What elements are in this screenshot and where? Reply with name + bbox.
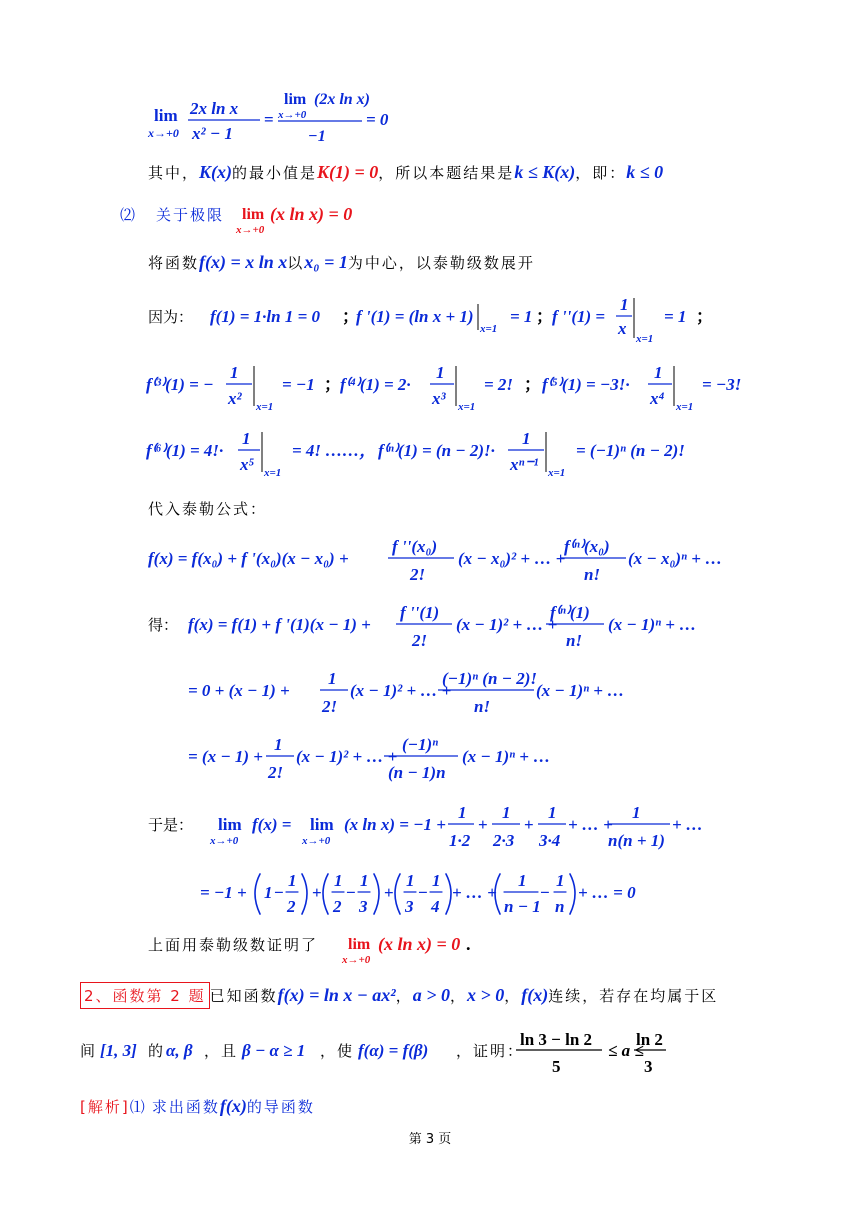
then-end: + … xyxy=(672,815,703,834)
taylor-lhs: f(x) = f(x₀) + f '(x₀)(x − x₀) + xyxy=(148,549,349,568)
text: 间 xyxy=(80,1042,96,1060)
dots: + … + xyxy=(568,815,613,834)
f-prime-result: = 1 xyxy=(510,307,533,326)
svg-text:+: + xyxy=(384,883,394,902)
frac-num: 1 xyxy=(360,871,369,890)
svg-text:−: − xyxy=(346,883,356,902)
lim-subscript: x→+0 xyxy=(210,835,239,847)
frac-den: 3 xyxy=(644,1057,653,1076)
got-lhs: f(x) = f(1) + f '(1)(x − 1) + xyxy=(188,615,371,634)
f-at-1: f(1) = 1·ln 1 = 0 xyxy=(210,307,321,326)
min-value-line xyxy=(148,162,663,183)
lim-subscript: x→+0 xyxy=(342,954,371,966)
taylor-formula xyxy=(148,534,748,590)
step3-mid: (x − 1)² + … + xyxy=(296,747,398,766)
then-e2: (x ln x) = −1 + xyxy=(344,815,446,834)
f4-result: = 2! xyxy=(484,375,514,394)
f3-lhs: f⁽³⁾(1) = − xyxy=(146,375,214,394)
text: 的 xyxy=(148,1042,164,1060)
because-label: 因为： xyxy=(148,308,194,326)
math-a-pos: a > 0 xyxy=(412,985,450,1005)
frac-num: 1 xyxy=(432,871,441,890)
section-label: 关于极限 xyxy=(156,206,225,224)
frac-den: 3 xyxy=(405,897,414,916)
frac-den: 3·4 xyxy=(539,831,561,850)
limit-expr: (x ln x) = 0 xyxy=(270,204,353,224)
f5-result: = −3! xyxy=(702,375,742,394)
step2-lhs: = 0 + (x − 1) + xyxy=(188,681,290,700)
got-tail: (x − 1)ⁿ + … xyxy=(608,615,697,634)
text: 其中， xyxy=(148,164,200,182)
frac-num: ln 2 xyxy=(636,1030,663,1049)
math-alpha-beta: α, β xyxy=(166,1041,193,1060)
inner-numerator-expr: (2x ln x) xyxy=(314,91,370,108)
frac-num: 1 xyxy=(288,871,297,890)
frac-num: 1 xyxy=(230,363,239,382)
text: 已知函数 xyxy=(209,987,278,1005)
fn-result: = (−1)ⁿ (n − 2)! xyxy=(576,441,685,460)
text: 连续，若存在均属于区 xyxy=(548,987,719,1005)
derivatives-line-1 xyxy=(148,292,713,348)
math-x-pos: x > 0 xyxy=(467,985,505,1005)
frac-den: x³ xyxy=(432,389,446,408)
frac-num: 1 xyxy=(654,363,663,382)
math-x0: x₀ = 1 xyxy=(304,252,348,272)
svg-text:−: − xyxy=(540,883,550,902)
frac-num: f⁽ⁿ⁾(x₀) xyxy=(564,537,610,556)
frac-num: 1 xyxy=(436,363,445,382)
svg-text:−: − xyxy=(274,883,284,902)
proved-line xyxy=(148,930,488,970)
math-fx: f(x) xyxy=(219,1096,247,1116)
taylor-tail: (x − x₀)ⁿ + … xyxy=(628,549,723,568)
math-fx: f(x) xyxy=(521,985,549,1005)
frac-den: n! xyxy=(584,565,601,584)
math-beta-minus-alpha: β − α ≥ 1 xyxy=(242,1041,306,1060)
separator: ； xyxy=(696,307,713,326)
then-label: 于是： xyxy=(148,816,194,834)
taylor-step-2 xyxy=(188,666,648,722)
inner-lim-word: lim xyxy=(284,91,307,108)
math-K-x: K(x) xyxy=(199,162,233,182)
section-2-heading xyxy=(120,200,380,240)
eval-sub: x=1 xyxy=(676,401,694,413)
inner-denominator: −1 xyxy=(308,128,326,145)
eval-sub: x=1 xyxy=(480,323,498,335)
svg-text:+: + xyxy=(312,883,322,902)
got-mid: (x − 1)² + … + xyxy=(456,615,558,634)
frac-num: 1 xyxy=(548,803,557,822)
separator: ； xyxy=(342,307,359,326)
text: 以 xyxy=(287,254,305,272)
frac-den: n − 1 xyxy=(504,897,541,916)
limit-expr: (x ln x) = 0 xyxy=(378,934,461,954)
frac-den: 2 xyxy=(287,897,296,916)
eval-sub: x=1 xyxy=(256,401,274,413)
frac-num: 1 xyxy=(334,871,343,890)
separator: ； xyxy=(536,307,553,326)
text: 为中心，以泰勒级数展开 xyxy=(347,254,535,272)
text: ， xyxy=(504,987,522,1005)
lim-word: lim xyxy=(242,206,265,223)
group-term-a: 1 xyxy=(264,883,273,902)
frac-num: 1 xyxy=(458,803,467,822)
f5-lhs: f⁽⁵⁾(1) = −3!· xyxy=(542,375,630,394)
math-interval: [1, 3] xyxy=(100,1041,137,1060)
frac-num: f⁽ⁿ⁾(1) xyxy=(550,603,590,622)
math-fx: f(x) = x ln x xyxy=(199,252,288,272)
svg-text:−: − xyxy=(418,883,428,902)
text: ，使 xyxy=(320,1042,355,1060)
frac-num: 1 xyxy=(502,803,511,822)
telescoping-line xyxy=(200,868,640,928)
frac-den: x⁵ xyxy=(240,455,255,474)
page-number: 第 3 页 xyxy=(408,1132,452,1147)
frac-den: 4 xyxy=(431,897,440,916)
lim-word: lim xyxy=(348,936,371,953)
frac-num: 1 xyxy=(632,803,641,822)
taylor-mid: (x − x₀)² + … + xyxy=(458,549,566,568)
problem-2-line-2 xyxy=(80,1028,680,1078)
then-e1: f(x) = xyxy=(252,815,292,834)
frac-den: (n − 1)n xyxy=(388,763,446,782)
limit-formula-top xyxy=(148,88,428,148)
frac-num: f ''(1) xyxy=(400,603,440,622)
text: ， xyxy=(449,987,467,1005)
frac-den: n! xyxy=(566,631,583,650)
math-fx-def: f(x) = ln x − ax² xyxy=(277,985,396,1005)
frac-den: 2! xyxy=(322,697,338,716)
frac-den: n xyxy=(555,897,565,916)
frac-num: f ''(x₀) xyxy=(392,537,438,556)
frac-num: ln 3 − ln 2 xyxy=(520,1030,593,1049)
text: ，即： xyxy=(575,164,627,182)
eval-sub: x=1 xyxy=(636,333,654,345)
text: ，证明： xyxy=(456,1042,525,1060)
derivatives-line-2 xyxy=(146,362,746,418)
frac-den: n! xyxy=(474,697,491,716)
lim-subscript: x→+0 xyxy=(148,126,179,140)
f3-result: = −1 xyxy=(282,375,315,394)
frac-num: 1 xyxy=(328,669,337,688)
svg-text:+: + xyxy=(524,815,534,834)
fraction-numerator: 2x ln x xyxy=(190,99,239,118)
frac-den: xⁿ⁻¹ xyxy=(510,455,539,474)
frac-num: 1 xyxy=(522,429,531,448)
step3-tail: (x − 1)ⁿ + … xyxy=(462,747,551,766)
frac-num: 1 xyxy=(274,735,283,754)
frac-den: 2! xyxy=(268,763,284,782)
series-limit-line xyxy=(148,800,708,860)
text: 求出函数 xyxy=(151,1098,220,1116)
tele-start: = −1 + xyxy=(200,883,247,902)
analysis-tag: [解析] xyxy=(80,1098,130,1116)
frac-num: 1 xyxy=(556,871,565,890)
inequality: ≤ a ≤ xyxy=(608,1041,644,1060)
analysis-number: ⑴ xyxy=(129,1098,147,1116)
period: . xyxy=(466,934,471,954)
text: 的导函数 xyxy=(246,1098,315,1116)
problem-2-tag: 2、函数第 2 题 xyxy=(80,982,210,1009)
eval-sub: x=1 xyxy=(548,467,566,479)
f-double-prime: f ''(1) = xyxy=(552,307,606,326)
fraction-denominator: x² − 1 xyxy=(192,124,233,143)
frac-den: n(n + 1) xyxy=(608,831,665,850)
eval-sub: x=1 xyxy=(264,467,282,479)
math-K1: K(1) = 0 xyxy=(317,162,379,182)
f6-result: = 4! ……， xyxy=(292,441,377,460)
f6-lhs: f⁽⁶⁾(1) = 4!· xyxy=(146,441,224,460)
limit-result: = 0 xyxy=(366,110,389,129)
frac-num: 1 xyxy=(518,871,527,890)
analysis-line xyxy=(80,1096,315,1117)
math-f-alpha-beta: f(α) = f(β) xyxy=(358,1041,429,1060)
frac-num: (−1)ⁿ (n − 2)! xyxy=(442,669,537,688)
lim-word: lim xyxy=(218,815,242,834)
step3-lhs: = (x − 1) + xyxy=(188,747,263,766)
lim-word: lim xyxy=(154,106,178,125)
equals-sign: = xyxy=(264,110,274,129)
frac-num: 1 xyxy=(406,871,415,890)
frac-den: 5 xyxy=(552,1057,561,1076)
lim-subscript: x→+0 xyxy=(236,224,265,236)
frac-num: 1 xyxy=(620,295,629,314)
math-k-le-K: k ≤ K(x) xyxy=(514,162,576,182)
separator: ； xyxy=(524,375,541,394)
frac-den: x xyxy=(618,319,627,338)
frac-den: 2! xyxy=(410,565,426,584)
lim-subscript: x→+0 xyxy=(302,835,331,847)
expansion-line xyxy=(148,252,535,273)
text: ， xyxy=(395,987,413,1005)
frac-den: 2·3 xyxy=(493,831,515,850)
eval-sub: x=1 xyxy=(458,401,476,413)
frac-den: x⁴ xyxy=(650,389,665,408)
svg-text:+: + xyxy=(478,815,488,834)
got-label: 得： xyxy=(148,616,179,634)
text: 的最小值是 xyxy=(232,164,318,182)
math-k-le-0: k ≤ 0 xyxy=(626,162,664,182)
fn-lhs: f⁽ⁿ⁾(1) = (n − 2)!· xyxy=(378,441,495,460)
text: ，且 xyxy=(204,1042,239,1060)
tele-end: + … = 0 xyxy=(578,883,636,902)
f4-lhs: f⁽⁴⁾(1) = 2· xyxy=(340,375,411,394)
step2-tail: (x − 1)ⁿ + … xyxy=(536,681,625,700)
f-double-prime-result: = 1 xyxy=(664,307,687,326)
step2-mid: (x − 1)² + … + xyxy=(350,681,452,700)
section-number: ⑵ xyxy=(120,206,136,224)
taylor-label: 代入泰勒公式： xyxy=(148,500,268,518)
frac-den: 2 xyxy=(333,897,342,916)
taylor-at-1 xyxy=(148,600,708,656)
frac-den: x² xyxy=(228,389,242,408)
frac-num: 1 xyxy=(242,429,251,448)
derivatives-line-3 xyxy=(146,428,746,484)
inner-lim-subscript: x→+0 xyxy=(278,109,307,121)
proved-text: 上面用泰勒级数证明了 xyxy=(148,936,319,954)
frac-den: 3 xyxy=(359,897,368,916)
separator: ； xyxy=(324,375,341,394)
text: ，所以本题结果是 xyxy=(378,164,515,182)
taylor-step-3 xyxy=(188,732,648,788)
frac-num: (−1)ⁿ xyxy=(402,735,439,754)
problem-2-line-1 xyxy=(80,982,718,1009)
dots: + … + xyxy=(452,883,497,902)
f-prime: f '(1) = (ln x + 1) xyxy=(356,307,474,326)
frac-den: 1·2 xyxy=(449,831,471,850)
frac-den: 2! xyxy=(412,631,428,650)
lim-word: lim xyxy=(310,815,334,834)
text: 将函数 xyxy=(148,254,200,272)
